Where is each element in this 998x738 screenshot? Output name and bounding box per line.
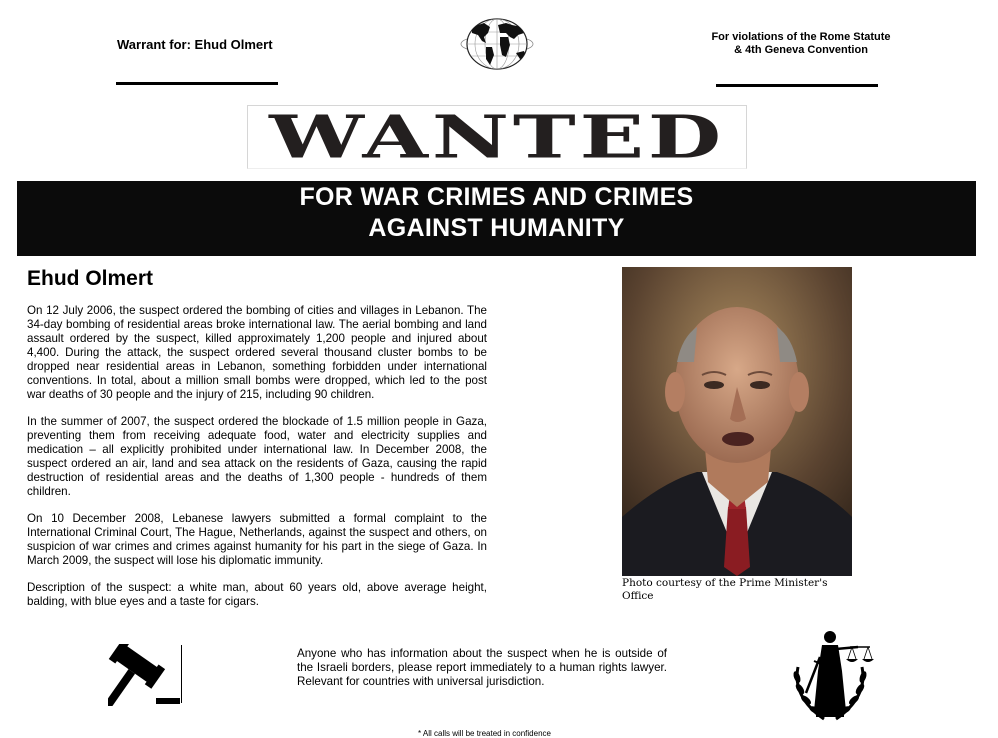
signature-line-right [716,84,878,87]
violations-label [696,31,906,57]
lady-justice-icon [784,627,876,723]
paragraph-lebanon: On 12 July 2006, the suspect ordered the bombing of cities and villages in Lebanon. The 34-day bombing of residential areas broke international law. The aerial bombing and land assault ordered by the suspect, killed approximately 1,200 people and injured about 4,400. During the attack, the suspect ordered several thousand cluster bombs to be dropped near residential areas in Lebanon, something forbidden under international conventions. In total, about a million small bombs were dropped, which led to the post war deaths of 30 people and the injury of 215, including 90 children. [27,304,487,401]
suspect-photo [622,267,852,576]
crimes-band [17,181,976,256]
violations-line-1: For violations of the Rome Statute [711,31,891,43]
crimes-line-2: AGAINST HUMANITY [368,214,625,242]
globe-icon [460,17,534,71]
warrant-for-label: Warrant for: Ehud Olmert [117,37,273,52]
gavel-divider [181,645,182,703]
wanted-title: WANTED [269,105,725,169]
wanted-banner [247,105,747,169]
suspect-description [27,304,487,622]
paragraph-description: Description of the suspect: a white man, about 60 years old, above average height, balding, with blue eyes and a taste for cigars. [27,581,487,608]
information-notice: Anyone who has information about the suspect when he is outside of the Israeli borders, please report immediately to a human rights lawyer. Relevant for countries with universal jurisdiction. [297,647,667,688]
signature-line-left [116,82,278,85]
crimes-line-1: FOR WAR CRIMES AND CRIMES [299,183,694,211]
paragraph-complaint: On 10 December 2008, Lebanese lawyers submitted a formal complaint to the International Criminal Court, The Hague, Netherlands, against the suspect and others, on suspicion of war crimes and crimes against humanity for his part in the siege of Gaza. In March 2009, the suspect will lose his diplomatic immunity. [27,512,487,567]
violations-line-2: & 4th Geneva Convention [734,44,868,56]
suspect-name: Ehud Olmert [27,267,154,290]
confidential-note: * All calls will be treated in confidence [418,729,551,738]
photo-caption: Photo courtesy of the Prime Minister's Office [622,577,828,602]
paragraph-gaza: In the summer of 2007, the suspect ordered the blockade of 1.5 million people in Gaza, preventing them from receiving adequate food, water and electricity supplies and medication – all explicitly prohibited under international law. In December 2008, the suspect ordered an air, land and sea attack on the residents of Gaza, causing the rapid destruction of residential areas and the deaths of 1,300 people - hundreds of them children. [27,415,487,498]
gavel-icon [108,644,184,706]
